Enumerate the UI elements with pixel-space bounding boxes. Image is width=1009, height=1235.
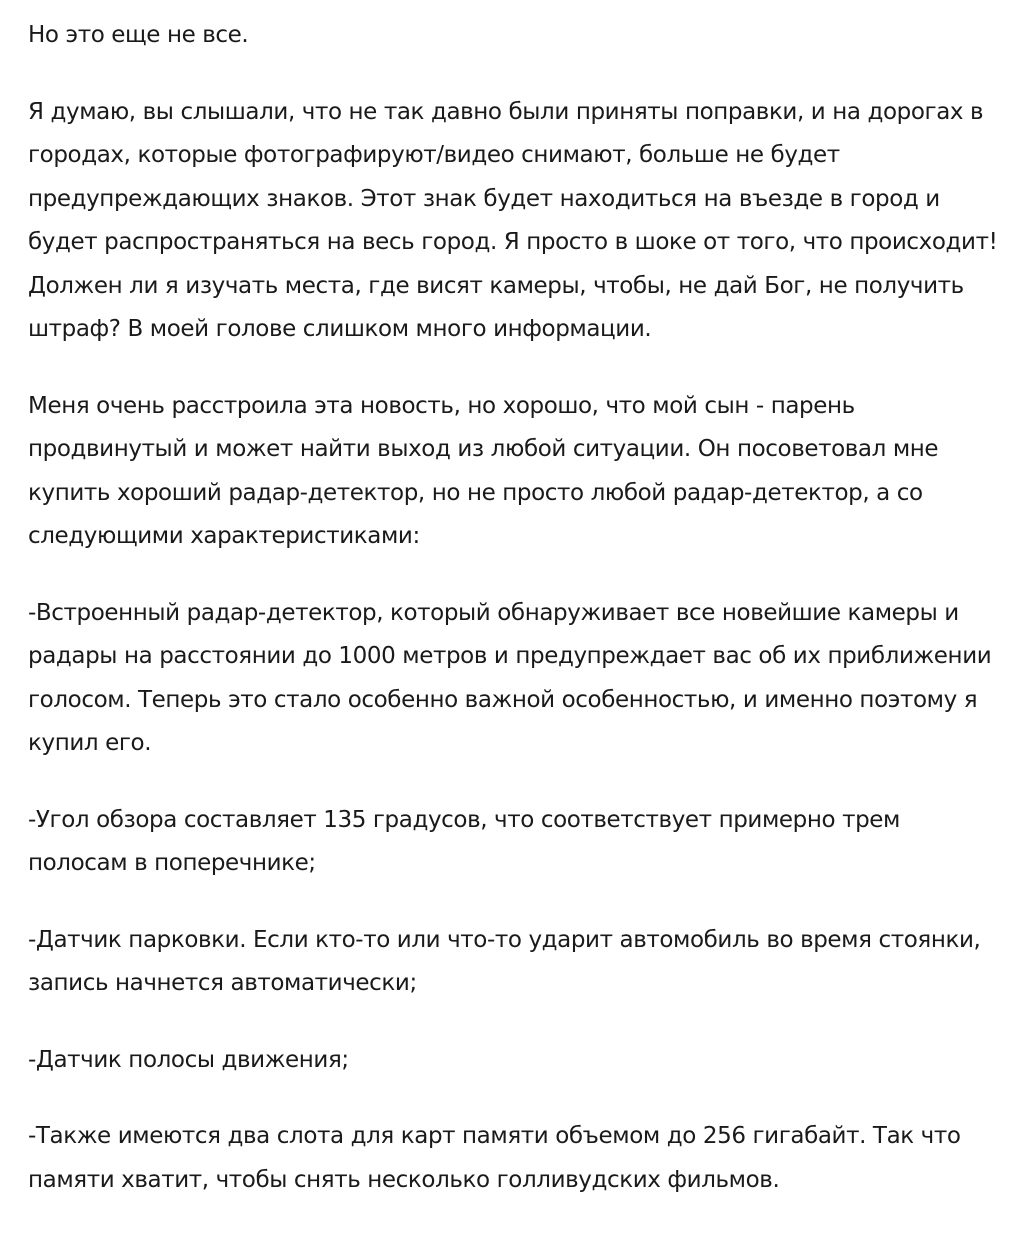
paragraph-intro: Но это еще не все. (28, 22, 249, 48)
paragraph-feature-radar: -Встроенный радар-детектор, который обнаруживает все новейшие камеры и радары на расстоянии до 1000 метров и предупреждает вас об их приближении голосом. Теперь это стало особенно важной особенностью, и именно поэтому я купил его. (28, 599, 992, 756)
article-body (28, 14, 1003, 1235)
paragraph-feature-parking: -Датчик парковки. Если кто-то или что-то ударит автомобиль во время стоянки, запись начнется автоматически; (28, 926, 981, 996)
paragraph-feature-memory: -Также имеются два слота для карт памяти объемом до 256 гигабайт. Так что памяти хватит, чтобы снять несколько голливудских фильмов. (28, 1123, 961, 1193)
paragraph-feature-lane: -Датчик полосы движения; (28, 1046, 349, 1073)
paragraph-amendments: Я думаю, вы слышали, что не так давно были приняты поправки, и на дорогах в городах, которые фотографируют/видео снимают, больше не будет предупреждающих знаков. Этот знак будет находиться на въезде в город и будет распространяться на весь город. Я просто в шоке от того, что происходит! Должен ли я изучать места, где висят камеры, чтобы, не дай Бог, не получить штраф? В моей голове слишком много информации. (28, 98, 998, 342)
paragraph-son-advice: Меня очень расстроила эта новость, но хорошо, что мой сын - парень продвинутый и может найти выход из любой ситуации. Он посоветовал мне купить хороший радар-детектор, но не просто любой радар-детектор, а со следующими характеристиками: (28, 392, 939, 549)
paragraph-feature-angle: -Угол обзора составляет 135 градусов, что соответствует примерно трем полосам в поперечнике; (28, 806, 900, 876)
